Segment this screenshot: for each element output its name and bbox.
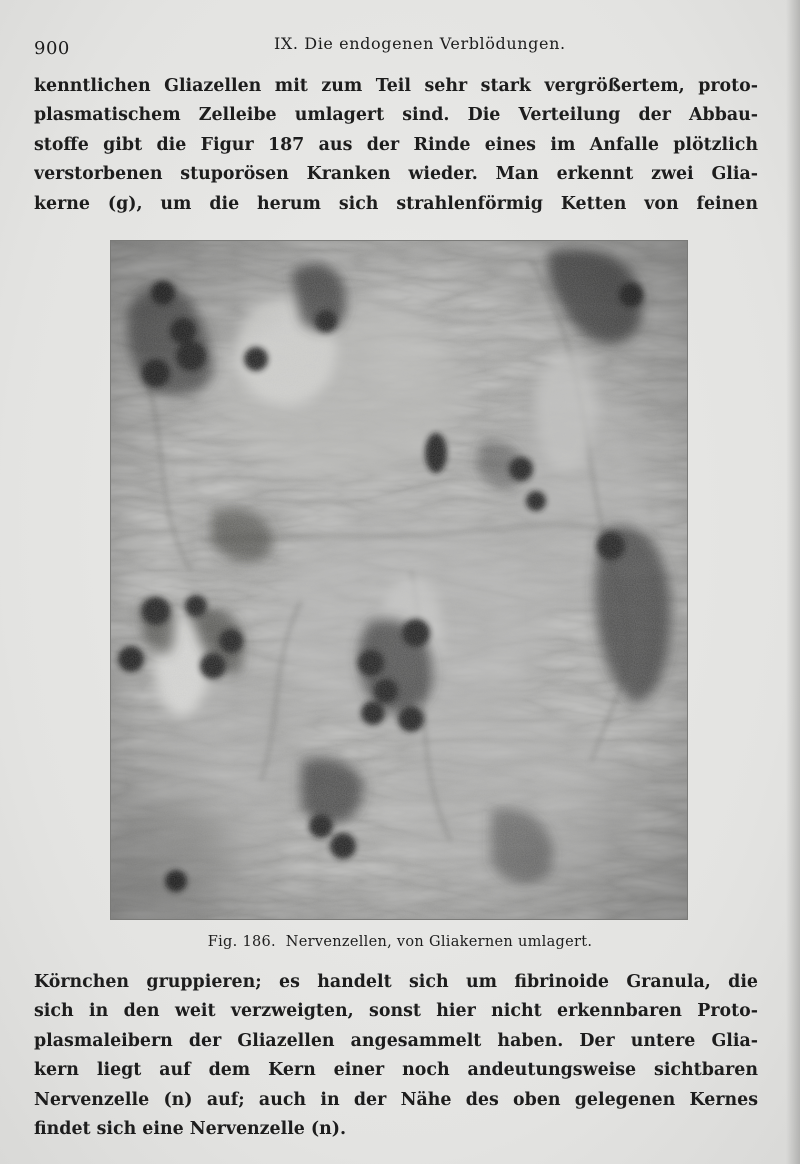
figure-caption-text: Nervenzellen, von Gliakernen umlagert. xyxy=(285,934,593,950)
text-line: Körnchen gruppieren; es handelt sich um fibrinoide Granula, die xyxy=(34,972,758,992)
paragraph-top xyxy=(34,72,758,219)
text-line: sich in den weit verzweigten, sonst hier nicht erkennbaren Proto- xyxy=(34,1001,758,1022)
figure-caption xyxy=(0,934,800,950)
text-line: findet sich eine Nervenzelle (n). xyxy=(34,1119,347,1140)
page-header xyxy=(34,34,764,64)
text-line: plasmaleibern der Gliazellen angesammelt haben. Der untere Glia- xyxy=(34,1030,758,1051)
paragraph-bottom xyxy=(34,968,758,1144)
text-line: kern liegt auf dem Kern einer noch andeutungsweise sichtbaren xyxy=(34,1060,758,1081)
text-line: Nervenzelle (n) auf; auch in der Nähe des oben gelegenen Kernes xyxy=(34,1089,758,1110)
running-head: IX. Die endogenen Verblödungen. xyxy=(274,34,566,53)
text-line: stoffe gibt die Figur 187 aus der Rinde eines im Anfalle plötzlich xyxy=(34,134,758,155)
micrograph-figure xyxy=(110,240,688,920)
page-number: 900 xyxy=(34,38,70,59)
micrograph-image xyxy=(111,241,688,920)
text-line: kenntlichen Gliazellen mit zum Teil sehr stark vergrößertem, proto- xyxy=(34,76,758,96)
text-line: plasmatischem Zelleibe umlagert sind. Die Verteilung der Abbau- xyxy=(34,105,758,126)
page-edge-shadow xyxy=(786,0,800,1164)
text-line: verstorbenen stuporösen Kranken wieder. Man erkennt zwei Glia- xyxy=(34,164,758,185)
text-line: kerne (g), um die herum sich strahlenförmig Ketten von feinen xyxy=(34,193,758,214)
figure-number: Fig. 186. xyxy=(207,934,276,950)
